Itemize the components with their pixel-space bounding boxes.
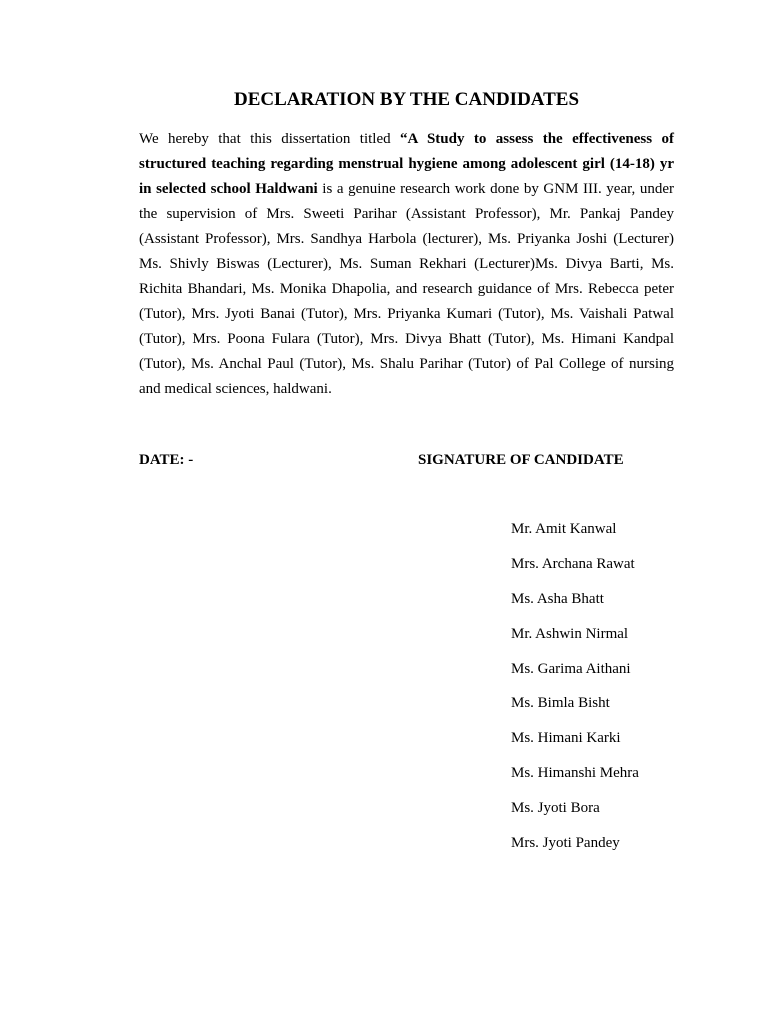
candidate-name: Ms. Himani Karki <box>511 730 621 747</box>
page-title: DECLARATION BY THE CANDIDATES <box>233 89 580 110</box>
signature-label: SIGNATURE OF CANDIDATE <box>418 452 624 468</box>
candidate-name: Ms. Asha Bhatt <box>511 590 604 607</box>
candidate-list <box>511 519 639 868</box>
study-title: “A Study to assess the effectiveness of structured teaching regarding menstrual hygiene among adolescent girl (14-18) yr in selected school Haldwani <box>139 131 674 197</box>
candidate-name: Ms. Jyoti Bora <box>511 800 600 817</box>
declaration-paragraph <box>139 127 674 402</box>
candidate-name: Mrs. Jyoti Pandey <box>511 835 620 852</box>
candidate-name: Ms. Garima Aithani <box>511 660 631 677</box>
date-label: DATE: - <box>139 452 194 468</box>
candidate-name: Mrs. Archana Rawat <box>511 555 635 572</box>
declaration-body: is a genuine research work done by GNM III. year, under the supervision of Mrs. Sweeti Parihar (Assistant Professor), Mr. Pankaj Pandey (Assistant Professor), Mrs. Sandhya Harbola (lecturer), Ms. Priyanka Joshi (Lecturer) Ms. Shivly Biswas (Lecturer), Ms. Suman Rekhari (Lecturer)Ms. Divya Barti, Ms. Richita Bhandari, Ms. Monika Dhapolia, and research guidance of Mrs. Rebecca peter (Tutor), Mrs. Jyoti Banai (Tutor), Mrs. Priyanka Kumari (Tutor), Ms. Vaishali Patwal (Tutor), Mrs. Poona Fulara (Tutor), Mrs. Divya Bhatt (Tutor), Ms. Himani Kandpal (Tutor), Ms. Anchal Paul (Tutor), Ms. Shalu Parihar (Tutor) of Pal College of nursing and medical sciences, haldwani. <box>139 181 674 397</box>
candidate-name: Mr. Amit Kanwal <box>511 521 617 537</box>
candidate-name: Mr. Ashwin Nirmal <box>511 625 629 642</box>
candidate-name: Ms. Bimla Bisht <box>511 695 610 712</box>
declaration-intro: We hereby that this dissertation titled <box>139 131 401 147</box>
candidate-name: Ms. Himanshi Mehra <box>511 765 639 782</box>
